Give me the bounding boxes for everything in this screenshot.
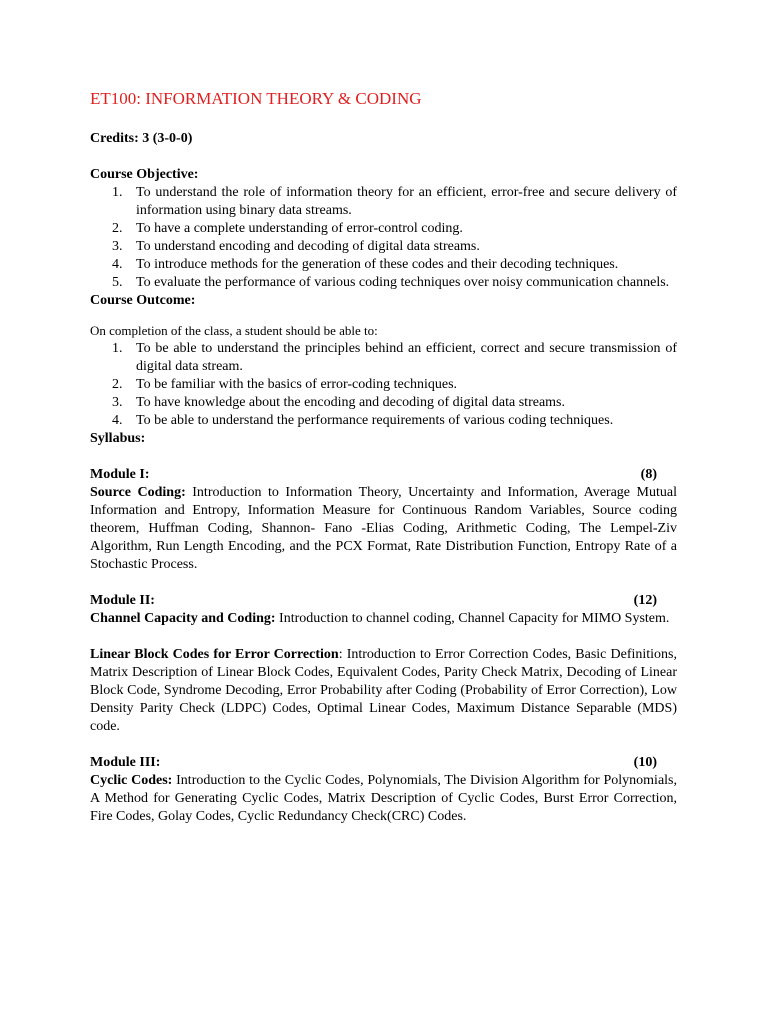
module-1-heading <box>90 466 677 484</box>
document-content <box>90 88 677 844</box>
list-item <box>90 340 677 376</box>
item-number: 5. <box>112 275 123 290</box>
item-text: To have a complete understanding of error-control coding. <box>136 221 463 236</box>
module-hours: (8) <box>640 467 657 482</box>
list-item <box>90 238 677 256</box>
module-hours: (10) <box>633 755 657 770</box>
module-name: Module II: <box>90 593 155 608</box>
topic-text: Introduction to channel coding, Channel Capacity for MIMO System. <box>275 611 670 626</box>
outcome-intro: On completion of the class, a student should be able to: <box>90 323 378 338</box>
item-number: 1. <box>112 341 123 356</box>
module-2-heading <box>90 592 677 610</box>
item-text: To be familiar with the basics of error-coding techniques. <box>136 377 458 392</box>
list-item <box>90 394 677 412</box>
item-number: 2. <box>112 377 123 392</box>
course-title: ET100: INFORMATION THEORY & CODING <box>90 89 422 108</box>
item-text: To evaluate the performance of various coding techniques over noisy communication channels. <box>136 275 670 290</box>
topic-text: : Introduction to Error Correction Codes, Basic Definitions, Matrix Description of Linear Block Codes, Equivalent Codes, Parity Check Matrix, Decoding of Linear Block Code, Syndrome Decoding, Error Probability after Coding (Probability of Error Correction), Low Density Parity Check (LDPC) Codes, Optimal Linear Codes, Maximum Distance Separable (MDS) code. <box>90 647 677 734</box>
objective-heading: Course Objective: <box>90 167 199 182</box>
module-name: Module III: <box>90 755 161 770</box>
module-3-cyclic-codes <box>90 772 677 826</box>
module-2-linear-block-codes <box>90 646 677 736</box>
item-text: To be able to understand the performance requirements of various coding techniques. <box>136 413 614 428</box>
list-item <box>90 184 677 220</box>
list-item <box>90 220 677 238</box>
topic-title: Channel Capacity and Coding: <box>90 611 276 626</box>
topic-title: Source Coding: <box>90 485 186 500</box>
list-item <box>90 274 677 292</box>
item-text: To be able to understand the principles behind an efficient, correct and secure transmission of digital data stream. <box>136 341 677 374</box>
list-item <box>90 256 677 274</box>
module-hours: (12) <box>633 593 657 608</box>
module-1-source-coding <box>90 484 677 574</box>
item-number: 1. <box>112 185 123 200</box>
item-number: 3. <box>112 239 123 254</box>
topic-title: Cyclic Codes: <box>90 773 173 788</box>
topic-text: Introduction to the Cyclic Codes, Polynomials, The Division Algorithm for Polynomials, A Method for Generating Cyclic Codes, Matrix Description of Cyclic Codes, Burst Error Correction, Fire Codes, Golay Codes, Cyclic Redundancy Check(CRC) Codes. <box>90 773 677 824</box>
module-2-channel-capacity <box>90 610 677 628</box>
objective-list <box>90 184 677 292</box>
module-name: Module I: <box>90 467 150 482</box>
list-item <box>90 412 677 430</box>
list-item <box>90 376 677 394</box>
item-number: 4. <box>112 413 123 428</box>
topic-text: Introduction to Information Theory, Uncertainty and Information, Average Mutual Information and Entropy, Information Measure for Continuous Random Variables, Source coding theorem, Huffman Coding, Shannon- Fano -Elias Coding, Arithmetic Coding, The Lempel-Ziv Algorithm, Run Length Encoding, and the PCX Format, Rate Distribution Function, Entropy Rate of a Stochastic Process. <box>90 485 677 572</box>
item-text: To have knowledge about the encoding and decoding of digital data streams. <box>136 395 566 410</box>
syllabus-heading: Syllabus: <box>90 431 146 446</box>
module-3-heading <box>90 754 677 772</box>
outcome-list <box>90 340 677 430</box>
credits-line: Credits: 3 (3-0-0) <box>90 131 193 146</box>
outcome-heading: Course Outcome: <box>90 293 196 308</box>
item-number: 2. <box>112 221 123 236</box>
item-text: To introduce methods for the generation of these codes and their decoding techniques. <box>136 257 619 272</box>
item-text: To understand the role of information theory for an efficient, error-free and secure delivery of information using binary data streams. <box>136 185 677 218</box>
item-text: To understand encoding and decoding of digital data streams. <box>136 239 480 254</box>
item-number: 4. <box>112 257 123 272</box>
topic-title: Linear Block Codes for Error Correction <box>90 647 339 662</box>
item-number: 3. <box>112 395 123 410</box>
